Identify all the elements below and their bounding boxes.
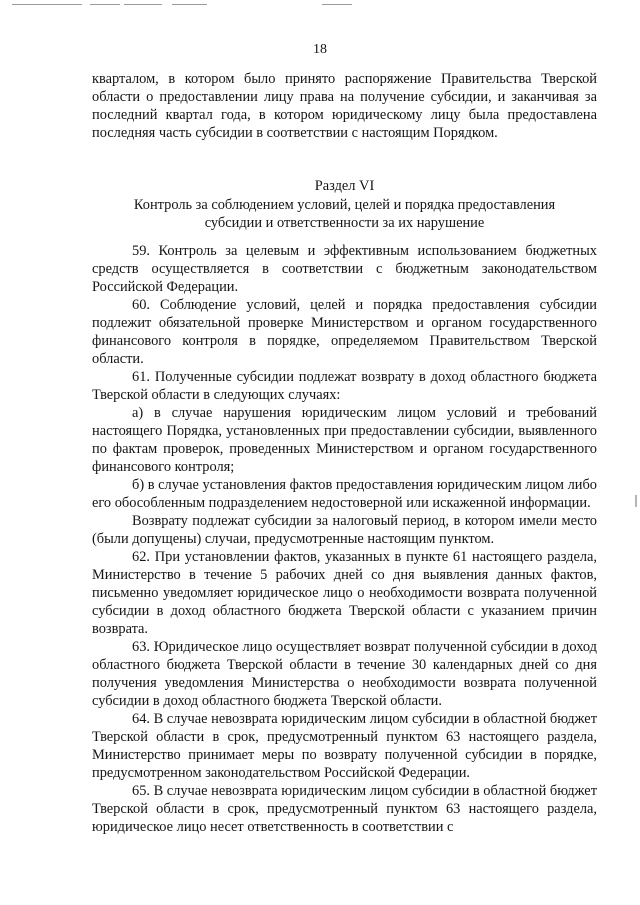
- paragraph-61: 61. Полученные субсидии подлежат возврату в доход областного бюджета Тверской области в следующих случаях:: [92, 369, 597, 403]
- section-number: Раздел VI: [314, 178, 375, 194]
- paragraph-59: 59. Контроль за целевым и эффективным использованием бюджетных средств осуществляется в соответствии с бюджетным законодательством Российской Федерации.: [92, 243, 597, 295]
- paragraph-61-b: б) в случае установления фактов предоставления юридическим лицом либо его обособленным подразделением недостоверной или искаженной информации.: [92, 477, 597, 511]
- section-title-line-1: Контроль за соблюдением условий, целей и порядка предоставления: [133, 197, 556, 213]
- scan-edge-mark: [635, 495, 637, 507]
- paragraph-64: 64. В случае невозврата юридическим лицом субсидии в областной бюджет Тверской области в срок, предусмотренный пунктом 63 настоящего раздела, Министерство принимает меры по возврату полученной субсидии в порядке, предусмотренном законодательством Российской Федерации.: [92, 711, 597, 781]
- continuation-paragraph: [92, 70, 597, 142]
- section-title-line-2: субсидии и ответственности за их нарушение: [204, 215, 485, 231]
- paragraph-63: 63. Юридическое лицо осуществляет возврат полученной субсидии в доход областного бюджета Тверской области в течение 30 календарных дней со дня получения уведомления Министерства о необходимости возврата полученной субсидии в доход областного бюджета Тверской области.: [92, 639, 597, 709]
- paragraph-61-note: Возврату подлежат субсидии за налоговый период, в котором имели место (были допущены) случаи, предусмотренные настоящим пунктом.: [92, 513, 597, 547]
- continuation-text: кварталом, в котором было принято распоряжение Правительства Тверской области о предоставлении лицу права на получение субсидии, и заканчивая за последний квартал года, в котором юридическому лицу была предоставлена последняя часть субсидии в соответствии с настоящим Порядком.: [92, 71, 597, 141]
- paragraph-62: 62. При установлении фактов, указанных в пункте 61 настоящего раздела, Министерство в течение 5 рабочих дней со дня выявления данных фактов, письменно уведомляет юридическое лицо о необходимости возврата полученной субсидии в доход областного бюджета Тверской области с указанием причин возврата.: [92, 549, 597, 637]
- section-heading: [92, 177, 597, 232]
- paragraph-61-a: а) в случае нарушения юридическим лицом условий и требований настоящего Порядка, установленных при предоставлении субсидии, выявленного по фактам проверок, проведенных Министерством и органом государственного финансового контроля;: [92, 405, 597, 475]
- page-number: 18: [313, 42, 327, 57]
- section-body: [92, 242, 597, 836]
- paragraph-65: 65. В случае невозврата юридическим лицом субсидии в областной бюджет Тверской области в срок, предусмотренный пунктом 63 настоящего раздела, юридическое лицо несет ответственность в соответствии с: [92, 783, 597, 835]
- paragraph-60: 60. Соблюдение условий, целей и порядка предоставления субсидии подлежит обязательной проверке Министерством и органом государственного финансового контроля в порядке, определяемом Правительством Тверской области.: [92, 297, 597, 367]
